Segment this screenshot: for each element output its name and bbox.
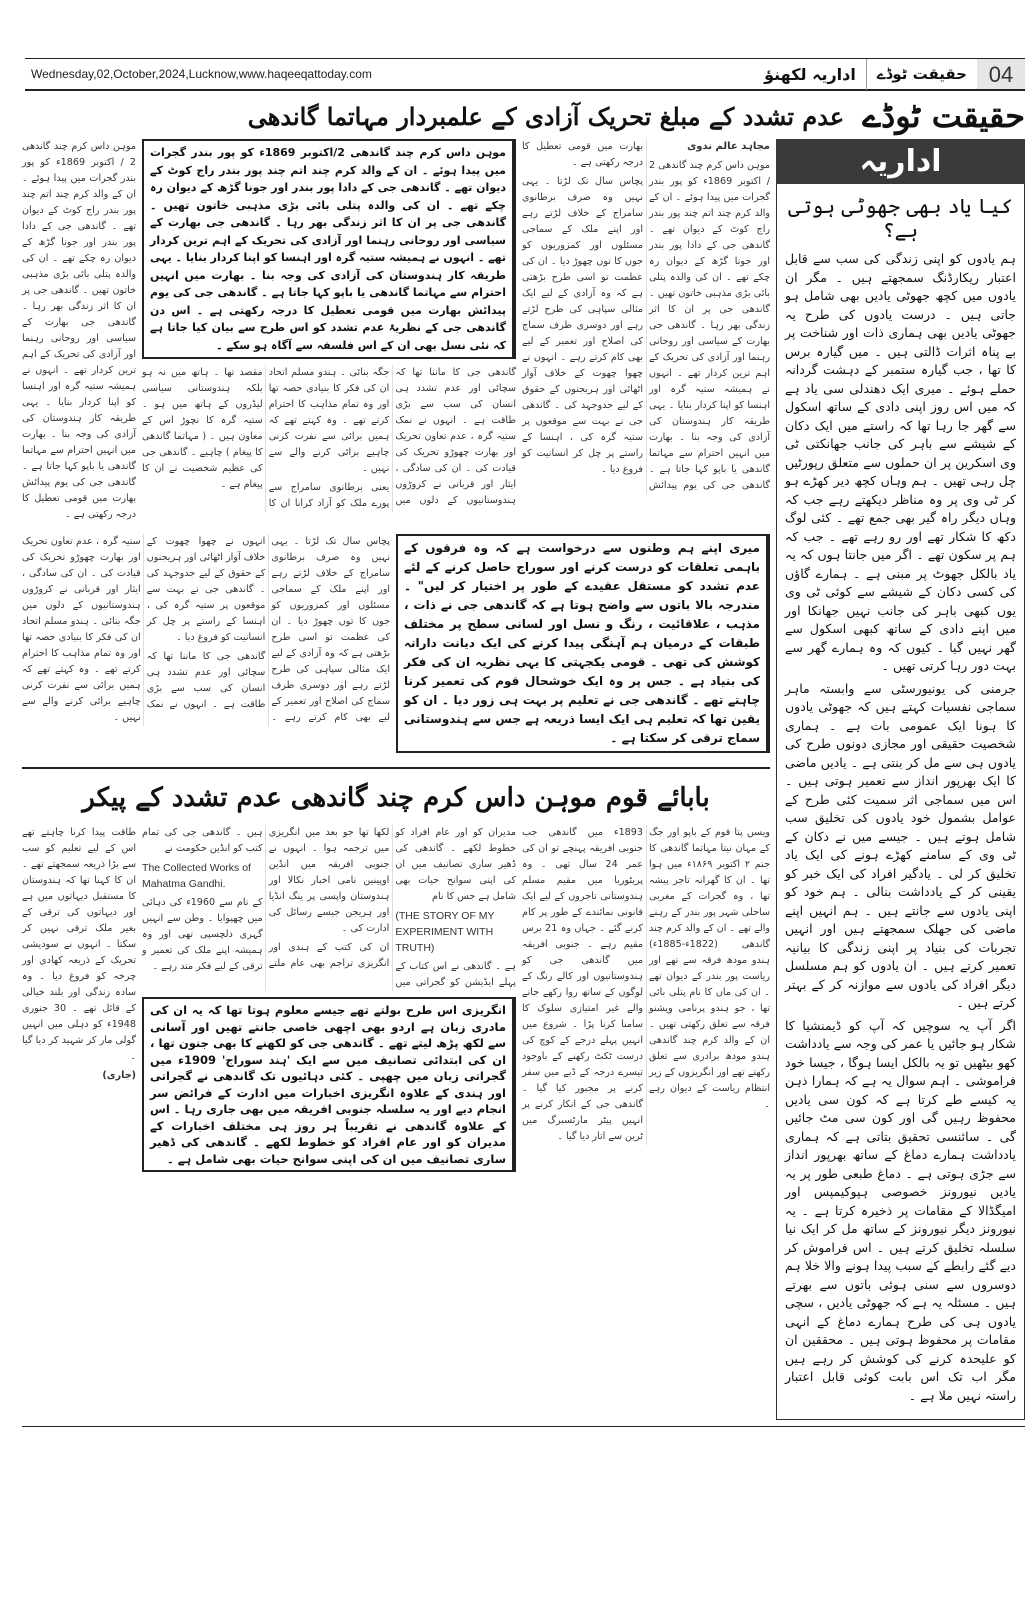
page-header: [25, 58, 1025, 91]
article2-row: [22, 825, 770, 1178]
article1-columns-right: [522, 139, 770, 494]
paragraph: موہن داس کرم چند گاندھی 2 / اکتوبر 1869ء کو پور بندر گجرات میں پیدا ہوئے ۔ ان کے والد کرم چند اتم چند پور بندر راج کوٹ کے دیوان تھے ۔ گاندھی جی کے دادا پور بندر اور جونا گڑھ کے دیوان رہ چکے تھے ۔ ان کی والدہ پتلی بائی بڑی مذہبی خاتون تھیں ۔ گاندھی جی پر ان کا اثر زندگی بھر رہا ۔ گاندھی جی بھارت کے سیاسی اور روحانی رہنما اور آزادی کی تحریک کے اہم ترین کردار تھے ۔ انہوں نے ہمیشہ ستیہ گرہ اور اہنسا کو اپنا کردار بنایا ۔ یہی طریقہ کار ہندوستان کی آزادی کی وجہ بنا ۔ بھارت میں انہیں احترام سے مہاتما گاندھی یا باپو کہا جاتا ہے ۔ گاندھی جی کی یوم پیدائش بھارت میں قومی تعطیل کا درجہ رکھتی ہے ۔: [22, 141, 136, 520]
article1-column-left: [22, 139, 136, 526]
paragraph: پچاس سال تک لڑتا ۔ یہی نہیں وہ صرف برطانوی سامراج کے خلاف لڑتے رہے اور اپنے ملک کے سماجی مسئلوں اور کمزوریوں کو جوں کا توں چھوڑ دیا ۔ ان کی عظمت تو اسی طرح بڑھتی ہے کہ وہ آزادی کے لیے ایک مثالی سپاہی کی طرح لڑتے رہے اور دوسری طرف سماج کی اصلاح اور تعمیر کے لیے بھی کام کرتے رہے ۔ انہوں نے چھوا چھوت کے خلاف آواز اٹھائی اور ہریجنوں کے حقوق کے لیے جدوجہد کی ۔ گاندھی جی نے بہت سے موقعوں پر ستیہ گرہ کی ، اہنسا کے راستے پر چل کر انسانیت کو فروغ دیا ۔: [146, 536, 390, 723]
article1-columns-middle: [142, 365, 516, 512]
highlight-box-quote: میری اپنے ہم وطنوں سے درخواست ہے کہ وہ فرقوں کے باہمی تعلقات کو درست کرنے اور سوراج حاصل کرنے کے لئے عدم تشدد کو مستقل عقیدے کے طور پر اختیار کر لیں" ۔ مندرجہ بالا باتوں سے واضح ہوتا ہے کہ گاندھی جی نے ذات ، مذہب ، علاقائیت ، رنگ و نسل اور لسانی سطح پر مختلف طبقات کے درمیان ہم آہنگی پیدا کرنے کی ایک دیانت دارانہ کوشش کی تھی ۔ قومی یکجہتی کا یہی نظریہ ان کی فکر کی بنیاد ہے ۔ جس پر وہ ایک خوشحال قوم کی تعمیر کرنا چاہتے تھے ۔ گاندھی جی نے تعلیم پر بہت ہی زور دیا ۔ ان کو یقین تھا کہ تعلیم ہی ایک ایسا ذریعہ ہے جس سے ہندوستانی سماج ترقی کر سکتا ہے ۔: [396, 534, 770, 753]
article2-columns-middle: [142, 825, 516, 991]
main-headline: [22, 91, 1025, 139]
paragraph: ویسں پتا قوم کے باپو اور جگ کے مہان نیتا مہاتما گاندھی کا جنم ۲ اکتوبر ۱۸۶۹ء میں ہوا تھا ۔ ان کا گھرانہ تاجر پیشہ تھا ، وہ گجرات کے مغربی ساحلی شہر پور بندر کے رہنے والے تھے ۔ ان کے والد کرم چند گاندھی (1822ء-1885ء) ہندو مودھ فرقہ سے تھے اور ریاست پور بندر کے دیوان تھے ۔ ان کی ماں کا نام پتلی بائی تھا ، جو ہندو پرنامی ویشنو فرقہ سے تعلق رکھتی تھیں ۔ ان کے والد کرم چند گاندھی ہندو مودھ برادری سے تعلق رکھتے تھے اور انگریزوں کے زیر انتظام ریاست کے دیوان رہے ۔: [649, 827, 770, 1110]
paragraph: طاقت پیدا کرنا چاہتے تھے اس کے لیے تعلیم کو سب سے بڑا ذریعہ سمجھتے تھے ۔ ان کا کہنا تھا کہ ہندوستان کا مستقبل دیہاتوں میں ہے اور دیہاتوں کی ترقی کے بغیر ملک ترقی نہیں کر سکتا ۔ انہوں نے سودیشی تحریک کے ذریعہ کھادی اور چرخہ کو فروغ دیا ۔ وہ سادہ زندگی اور بلند خیالی کے قائل تھے ۔ 30 جنوری 1948ء کو دہلی میں انہیں گولی مار کر شہید کر دیا گیا ۔: [22, 827, 136, 1062]
main-content: [22, 139, 1025, 1420]
paragraph: ہے ۔ گاندھی نے اس کتاب کے پہلے ایڈیشن کو گجراتی میں لکھا تھا جو بعد میں انگریزی میں ترجمہ ہوا ۔ انہوں نے جنوبی افریقہ میں انڈین اوپینین نامی اخبار نکالا اور ہندوستان واپسی پر ینگ انڈیا اور ہریجن جیسے رسائل کی ادارت کی ۔: [268, 827, 516, 988]
article1-row-1: [22, 139, 770, 526]
paragraph: 1893ء میں گاندھی جب جنوبی افریقہ پہنچے تو ان کی عمر 24 سال تھی ۔ وہ پریٹوریا میں مقیم مسلم ہندوستانی تاجروں کے لیے ایک قانونی نمائندے کے طور پر کام کرنے گئے ۔ جہاں وہ 21 برس مقیم رہے ۔ جنوبی افریقہ میں گاندھی جی کو ہندوستانیوں اور کالے رنگ کے لوگوں کے ساتھ روا رکھے جانے والے غیر امتیازی سلوک کا سامنا کرنا پڑا ۔ شروع میں انہیں پہلے درجے کے کوچ کی درست ٹکٹ رکھنے کے باوجود تیسرے درجہ کے ڈبے میں سفر کرنے پر مجبور کیا گیا ۔ گاندھی جی کے انکار کرنے پر انہیں پیٹر مارٹسبرگ میں ٹرین سے اتار دیا گیا ۔: [522, 827, 643, 1142]
paragraph: مدیران کو اور عام افراد کو خطوط لکھے ۔ گاندھی کی ڈھیر ساری تصانیف میں ان کی اپنی سوانح حیات بھی شامل ہے جس کا نام: [395, 827, 516, 902]
article1-quote-area: [396, 534, 770, 759]
headline-title: عدم تشدد کے مبلغ تحریک آزادی کے علمبردار مہاتما گاندھی: [247, 101, 845, 131]
paragraph: اگر آپ یہ سوچیں کہ آپ کو ڈیمنشیا کا شکار ہو جائیں یا عمر کی وجہ سے یادداشت کھو بیٹھیں تو یہ بالکل ایسا ہوگا ، جیسا خود فراموشی ۔ اہم سوال یہ ہے کہ ہمارا ذہن یہ کیسے طے کرتا ہے کہ کون سی یادیں محفوظ رہیں گی اور کون سی مٹ جائیں گی ۔ سائنسی تحقیق بتاتی ہے کہ ہماری یادداشت ہمارے دماغ کے ساتھ بھرپور انداز سے جڑی ہوتی ہے ۔ دماغ طبعی طور پر یہ یادیں نیورونز خصوصی ہپوکیمپس اور امیگڈالا کے مقامات پر ذخیرہ کرتا ہے ۔ یہ نیورونز دیگر نیورونز کے ساتھ مل کر ایک نیا سلسلہ تخلیق کرتے ہیں ۔ اس فراموش کر دیے گئے رابطے کے سبب پیدا ہونے والا خلا ہم دوسروں سے سنی ہوئی باتوں سے بھرتے ہیں ۔ مسئلہ یہ ہے کہ جھوٹی یادیں ، سچی یادوں ہی کی طرح ہمارے دماغ کے انہی مقامات پر محفوظ ہوتی ہیں ۔ محققین ان کو علیحدہ کرنے کی کوشش کر رہے ہیں مگر اب تک اس بابت کوئی قابل اعتبار راستہ نہیں ملا ہے ۔: [785, 1017, 1016, 1403]
editorial-column: [776, 139, 1025, 1420]
paragraph: موہن داس کرم چند گاندھی 2 / اکتوبر 1869ء کو پور بندر گجرات میں پیدا ہوئے ۔ ان کے والد کرم چند اتم چند پور بندر راج کوٹ کے دیوان تھے ۔ گاندھی جی کے دادا پور بندر اور جونا گڑھ کے دیوان رہ چکے تھے ۔ ان کی والدہ پتلی بائی بڑی مذہبی خاتون تھیں ۔ گاندھی جی پر ان کا اثر زندگی بھر رہا ۔ گاندھی جی بھارت کے سیاسی اور روحانی رہنما اور آزادی کی تحریک کے اہم ترین کردار تھے ۔ انہوں نے ہمیشہ ستیہ گرہ اور اہنسا کو اپنا کردار بنایا ۔ یہی طریقہ کار ہندوستان کی آزادی کی وجہ بنا ۔ بھارت میں انہیں احترام سے مہاتما گاندھی یا باپو کہا جاتا ہے ۔ گاندھی جی کی یوم پیدائش بھارت میں قومی تعطیل کا درجہ رکھتی ہے ۔: [522, 141, 770, 491]
highlight-box-intro: موہن داس کرم چند گاندھی 2/اکتوبر 1869ء کو پور بندر گجرات میں پیدا ہوئے ۔ ان کے والد کرم چند اتم چند پور بندر راج کوٹ کے دیوان تھے ۔ گاندھی جی کے دادا پور بندر اور جونا گڑھ کے دیوان رہ چکے تھے ۔ ان کی والدہ پتلی بائی بڑی مذہبی خاتون تھیں ۔ گاندھی جی پر ان کا اثر زندگی بھر رہا ۔ گاندھی جی بھارت کے سیاسی اور روحانی رہنما اور آزادی کی تحریک کے اہم ترین کردار تھے ۔ انہوں نے ہمیشہ ستیہ گرہ اور اہنسا کو اپنا کردار بنایا ۔ یہی طریقہ کار ہندوستان کی آزادی کی وجہ بنا ۔ بھارت میں انہیں احترام سے مہاتما گاندھی یا باپو کہا جاتا ہے ۔ گاندھی جی کی یوم پیدائش بھارت میں قومی تعطیل کا درجہ رکھتی ہے ۔ اس دن گاندھی جی کے نظریۂ عدم تشدد کو اس طرح سے بیان کیا جاتا ہے کہ نئی نسل بھی ان کے اس فلسفہ سے آگاہ ہو سکے ۔: [142, 139, 516, 359]
editorial-box: [776, 184, 1025, 1420]
byline: مجاہد عالم ندوی: [687, 141, 770, 152]
header-right: [754, 59, 1025, 89]
paragraph: کے نام سے 1960ء کی دہائی میں چھپوایا ۔ وطن سے انہیں گہری دلچسپی تھی اور وہ ہمیشہ اپنے ملک کی تعمیر و ترقی کے لیے فکر مند رہے ۔: [142, 897, 263, 972]
editorial-label: اداریہ: [776, 139, 1025, 184]
section-divider: [22, 767, 770, 769]
article1-middle: [142, 139, 516, 512]
article2-columns-right: [522, 825, 770, 1145]
paragraph: پچاس سال تک لڑتا ۔ یہی نہیں وہ صرف برطانوی سامراج کے خلاف لڑتے رہے اور اپنے ملک کے سماجی مسئلوں اور کمزوریوں کو جوں کا توں چھوڑ دیا ۔ ان کی عظمت تو اسی طرح بڑھتی ہے کہ وہ آزادی کے لیے ایک مثالی سپاہی کی طرح لڑتے رہے اور دوسری طرف سماج کی اصلاح اور تعمیر کے لیے بھی کام کرتے رہے ۔ انہوں نے چھوا چھوت کے خلاف آواز اٹھائی اور ہریجنوں کے حقوق کے لیے جدوجہد کی ۔ گاندھی جی نے بہت سے موقعوں پر ستیہ گرہ کی ، اہنسا کے راستے پر چل کر انسانیت کو فروغ دیا ۔: [522, 176, 643, 475]
article1-row-2: [22, 534, 770, 759]
section-name: اداریہ لکھنؤ: [764, 64, 856, 84]
paragraph: ہم یادوں کو اپنی زندگی کی سب سے قابل اعتبار ریکارڈنگ سمجھتے ہیں ۔ مگر ان یادوں میں کچھ جھوٹی یادیں بھی شامل ہو جاتی ہیں ۔ درست یادوں کی طرح یہ جھوٹی یادیں بھی ہماری ذات اور شناخت پر بے پناہ اثرات ڈالتی ہیں ۔ میں گیارہ برس کا تھا ، جب گیارہ ستمبر کے دہشت گردانہ حملے ہوئے ۔ میری ایک دھندلی سی یاد ہے کہ میں اس روز اپنی دادی کے ساتھ اسکول سے گھر جا رہا تھا کہ راستے میں ایک دکان کے شیشے سے باہر کی جانب جھانکتی ٹی وی اسکرین پر ان حملوں سے متعلق رپورٹیں چل رہی تھیں ۔ ہم وہاں کچھ دیر کھڑے ہو کر ٹی وی پر وہ مناظر دیکھتے رہے جب کہ وہاں دیگر راہ گیر بھی جمع تھے ۔ کئی لوگ دکھ کا شکار تھے اور رو رہے تھے ۔ جب کہ ہم پر سکون تھے ۔ اگر میں جانتا ہوں کہ یہ یاد بالکل جھوٹ پر مبنی ہے ۔ ہمارے گاؤں کی کسی دکان کے شیشے سے کوئی ٹی وی یوں کبھی باہر کی جانب نہیں جھانکا اور میں اپنے دادی کے ساتھ کبھی اسکول سے گھر نہیں گیا ۔ کیوں کہ وہ ہمارے گھر سے بہت دور رہا کرتی تھیں ۔: [785, 251, 1016, 673]
highlight-box-languages: انگریزی اس طرح بولتے تھے جیسے معلوم ہوتا تھا کہ یہ ان کی مادری زبان ہے اردو بھی اچھی خاصی جانتے تھیں اور آسانی سے لکھ پڑھ لیتے تھے ۔ گاندھی جی کو لکھنے کا بھی جنون تھا ، ان کی ابتدائی تصانیف میں سے ایک 'ہند سوراج' 1909ء میں گجراتی زبان میں چھپی ۔ کئی دہائیوں تک گاندھی نے گجراتی اور ہندی کے علاوہ انگریزی اخبارات میں ادارت کے فرائض سر انجام دیے اور یہ سلسلہ جنوبی افریقہ میں بھی جاری رہا ۔ اس کے علاوہ گاندھی نے تقریباً ہر روز ہی مختلف اخبارات کے مدیران کو اور عام افراد کو خطوط لکھے ۔ گاندھی کی ڈھیر ساری تصانیف میں ان کی اپنی سوانح حیات بھی شامل ہے ۔: [142, 997, 516, 1172]
paragraph: جرمنی کی یونیورسٹی سے وابستہ ماہر سماجی نفسیات کہتے ہیں کہ جھوٹی یادوں کا ہونا ایک عمومی بات ہے ۔ ہماری شخصیت حقیقی اور مجازی دونوں طرح کی یادوں ہی سے مل کر بنتی ہے ۔ یادیں ماضی کا ایک بھرپور انداز سے تعمیر ہوتی ہیں ۔ اس میں سماجی اثر سمیت کئی طرح کے عوامل بشمول خود یادوں کی تخلیق سب شامل ہوتے ہیں ۔ جیسے میں نے دکان کے ٹی وی کے سامنے کھڑے ہونے کی ایک یاد تخلیق کر لی ۔ یادگیر افراد کی ایک خبر کو یقینی کر کے یادداشت بنالی ۔ ہم خود کو اپنی یادوں سے جانتے ہیں ۔ ہم انہیں اپنے ماضی کی جھلک سمجھتے ہیں اور انہیں تجربات کی بنیاد پر اپنی زندگی کا بیانیہ تعمیر کرتے ہیں ۔ ان یادوں کو ہم مسلسل دیگر افراد کی یادوں سے موازنہ کر کے بہتر کرتے ہیں ۔: [785, 680, 1016, 1010]
bottom-rule: [22, 1426, 1025, 1427]
masthead-logo: حقیقت ٹوڈے: [866, 59, 977, 90]
continued-label: (جاری): [102, 1070, 136, 1081]
headline-logo: حقیقت ٹوڈے: [862, 97, 1025, 135]
second-headline: بابائے قوم موہن داس کرم چند گاندھی عدم تشدد کے پیکر: [82, 783, 710, 813]
article2-column-left: [22, 825, 136, 1087]
articles-area: [22, 139, 770, 1186]
book-title: (THE STORY OF MY EXPERIMENT WITH TRUTH): [395, 910, 495, 954]
page-number: 04: [977, 59, 1025, 89]
paragraph: گاندھی جی کا ماننا تھا کہ سچائی اور عدم تشدد ہی انسان کی سب سے بڑی طاقت ہے ۔ انہوں نے نمک ستیہ گرہ ، عدم تعاون تحریک اور بھارت چھوڑو تحریک کی قیادت کی ۔ ان کی سادگی ، ایثار اور قربانی نے کروڑوں ہندوستانیوں کے دلوں میں جگہ بنائی ۔ ہندو مسلم اتحاد ان کی فکر کا بنیادی حصہ تھا اور وہ تمام مذاہب کا احترام کرتے تھے ۔ وہ کہتے تھے کہ ہمیں برائی سے نفرت کرنی چاہیے برائی کرنے والے سے نہیں ۔: [22, 536, 266, 723]
dateline: Wednesday,02,October,2024,Lucknow,www.haqeeqattoday.com: [31, 67, 372, 81]
paragraph-ending: یعنی برطانوی سامراج سے پورے ملک کو آزاد کرانا ان کا مقصد تھا ۔ ہاتھ میں نہ ہو بلکہ ہندوستانی سیاسی لیڈروں کے ہاتھ میں ہو ۔ ستیہ گرہ کا نچوڑ اس کے معاون ہیں ۔ ( مہاتما گاندھی کا پیغام ) چاہیے ۔ گاندھی جی کی عظیم شخصیت نے ان کا پیغام ہے ۔: [142, 367, 390, 509]
article1-columns-lower: [22, 534, 390, 726]
article2-middle: [142, 825, 516, 1178]
editorial-title: کیا یاد بھی جھوٹی ہوتی ہے؟: [788, 194, 1013, 242]
paragraph: گاندھی جی کا ماننا تھا کہ سچائی اور عدم تشدد ہی انسان کی سب سے بڑی طاقت ہے ۔ انہوں نے نمک ستیہ گرہ ، عدم تعاون تحریک اور بھارت چھوڑو تحریک کی قیادت کی ۔ ان کی سادگی ، ایثار اور قربانی نے کروڑوں ہندوستانیوں کے دلوں میں جگہ بنائی ۔ ہندو مسلم اتحاد ان کی فکر کا بنیادی حصہ تھا اور وہ تمام مذاہب کا احترام کرتے تھے ۔ وہ کہتے تھے کہ ہمیں برائی سے نفرت کرنی چاہیے برائی کرنے والے سے نہیں ۔: [268, 367, 516, 506]
paragraph: ان کی کتب کے ہندی اور انگریزی تراجم بھی عام ملتے ہیں ۔ گاندھی جی کی تمام کتب کو انڈین حکومت نے: [142, 827, 390, 969]
collected-works-title: The Collected Works of Mahatma Gandhi.: [142, 862, 251, 890]
editorial-body: [785, 250, 1016, 1405]
